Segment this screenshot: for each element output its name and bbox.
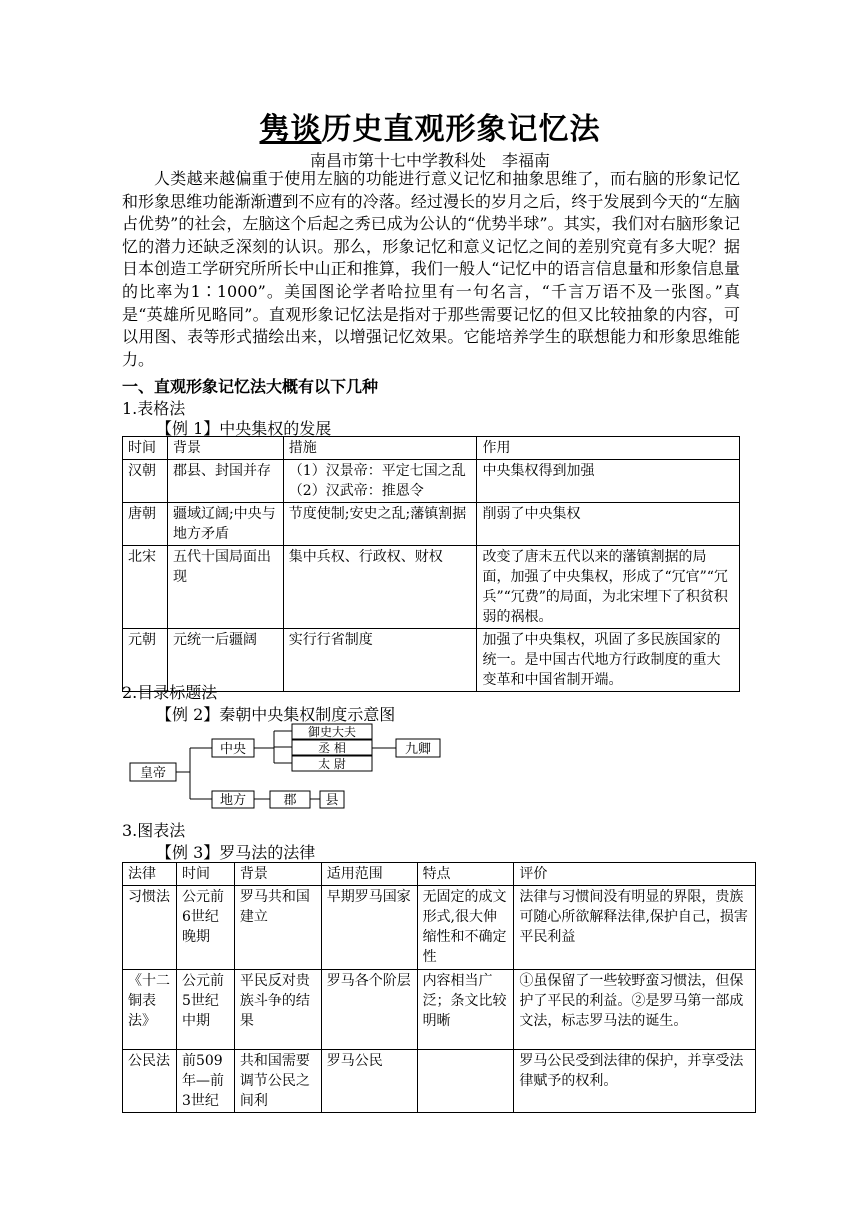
table-row [123,1050,756,1113]
cell-effect: 削弱了中央集权 [477,503,740,546]
cell-evaluation: ①虽保留了一些较野蛮习惯法，但保护了平民的利益。②是罗马第一部成文法，标志罗马法的诞生。 [514,970,756,1050]
cell-scope: 罗马各个阶层 [321,970,417,1050]
cell-time: 公元前5世纪中期 [176,970,234,1050]
node-jun: 郡 [283,793,297,808]
cell-effect: 中央集权得到加强 [477,460,740,503]
header-cell: 特点 [417,863,514,886]
cell-evaluation: 罗马公民受到法律的保护，并享受法律赋予的权利。 [514,1050,756,1113]
header-cell: 法律 [123,863,177,886]
cell-background: 元统一后疆阔 [167,629,283,692]
header-cell: 时间 [176,863,234,886]
table-row [123,460,740,503]
cell-era: 北宋 [123,546,168,629]
header-cell: 作用 [477,437,740,460]
cell-features: 无固定的成文形式,很大伸缩性和不确定性 [417,886,514,970]
cell-features: 内容相当广泛；条文比较明晰 [417,970,514,1050]
example3-caption: 【例 3】罗马法的法律 [156,843,316,862]
header-cell: 适用范围 [321,863,417,886]
table-header-row [123,863,756,886]
roman-law-table [122,862,756,1113]
cell-time: 公元前6世纪晚期 [176,886,234,970]
cell-time: 前509年—前3世纪 [176,1050,234,1113]
author-line: 南昌市第十七中学教科处 李福南 [309,151,550,170]
header-cell: 措施 [283,437,477,460]
title-rest: 历史直观形象记忆法 [321,112,601,147]
cell-law: 公民法 [123,1050,177,1113]
cell-background: 郡县、封国并存 [167,460,283,503]
node-taiwei: 太 尉 [318,757,346,771]
header-cell: 背景 [234,863,321,886]
table-header-row [123,437,740,460]
cell-background: 疆域辽阔;中央与地方矛盾 [167,503,283,546]
qin-structure-diagram [122,722,462,812]
node-local: 地方 [219,793,247,808]
cell-measures: （1）汉景帝：平定七国之乱（2）汉武帝：推恩令 [283,460,477,503]
cell-scope: 罗马公民 [321,1050,417,1113]
node-central: 中央 [219,742,247,757]
table-row [123,503,740,546]
cell-background: 共和国需要调节公民之间利 [234,1050,321,1113]
cell-background: 罗马共和国建立 [234,886,321,970]
node-xian: 县 [325,793,339,808]
header-cell: 时间 [123,437,168,460]
cell-scope: 早期罗马国家 [321,886,417,970]
article-title [0,104,860,148]
method2-heading: 2.目录标题法 [122,683,218,702]
example1-caption: 【例 1】中央集权的发展 [156,419,332,438]
cell-era: 汉朝 [123,460,168,503]
method3-heading: 3.图表法 [122,821,186,840]
example2-caption: 【例 2】秦朝中央集权制度示意图 [156,705,396,724]
cell-features [417,1050,514,1113]
node-yushi: 御史大夫 [307,725,357,739]
cell-effect: 加强了中央集权，巩固了多民族国家的统一。是中国古代地方行政制度的重大变革和中国省制开端。 [477,629,740,692]
cell-era: 唐朝 [123,503,168,546]
node-chengxiang: 丞 相 [318,741,346,755]
title-underlined: 隽谈 [259,112,322,147]
method1-heading: 1.表格法 [122,399,186,418]
cell-era: 元朝 [123,629,168,692]
table-row [123,886,756,970]
cell-evaluation: 法律与习惯间没有明显的界限，贵族可随心所欲解释法律,保护自己，损害平民利益 [514,886,756,970]
header-cell: 评价 [514,863,756,886]
node-jiuqing: 九卿 [404,742,432,757]
cell-background: 平民反对贵族斗争的结果 [234,970,321,1050]
node-emperor: 皇帝 [139,766,167,781]
cell-background: 五代十国局面出现 [167,546,283,629]
cell-measures: 集中兵权、行政权、财权 [283,546,477,629]
section-heading: 一、直观形象记忆法大概有以下几种 [122,377,379,396]
table-row [123,970,756,1050]
centralization-table [122,436,740,692]
cell-measures: 节度使制;安史之乱;藩镇割据 [283,503,477,546]
intro-paragraph: 人类越来越偏重于使用左脑的功能进行意义记忆和抽象思维了，而右脑的形象记忆和形象思维功能渐渐遭到不应有的冷落。经过漫长的岁月之后，终于发展到今天的“左脑占优势”的社会，左脑这个后起之秀已成为公认的“优势半球”。其实，我们对右脑形象记忆的潜力还缺乏深刻的认识。那么，形象记忆和意义记忆之间的差别究竟有多大呢？据日本创造工学研究所所长中山正和推算，我们一般人“记忆中的语言信息量和形象信息量的比率为1∶1000”。美国图论学者哈拉里有一句名言，“千言万语不及一张图。”真是“英雄所见略同”。直观形象记忆法是指对于那些需要记忆的但又比较抽象的内容，可以用图、表等形式描绘出来，以增强记忆效果。它能培养学生的联想能力和形象思维能力。 [122,169,740,369]
cell-effect: 改变了唐末五代以来的藩镇割据的局面，加强了中央集权，形成了“冗官”“冗兵”“冗费”的局面，为北宋埋下了积贫积弱的祸根。 [477,546,740,629]
cell-law: 习惯法 [123,886,177,970]
header-cell: 背景 [167,437,283,460]
cell-measures: 实行行省制度 [283,629,477,692]
cell-law: 《十二铜表法》 [123,970,177,1050]
table-row [123,546,740,629]
